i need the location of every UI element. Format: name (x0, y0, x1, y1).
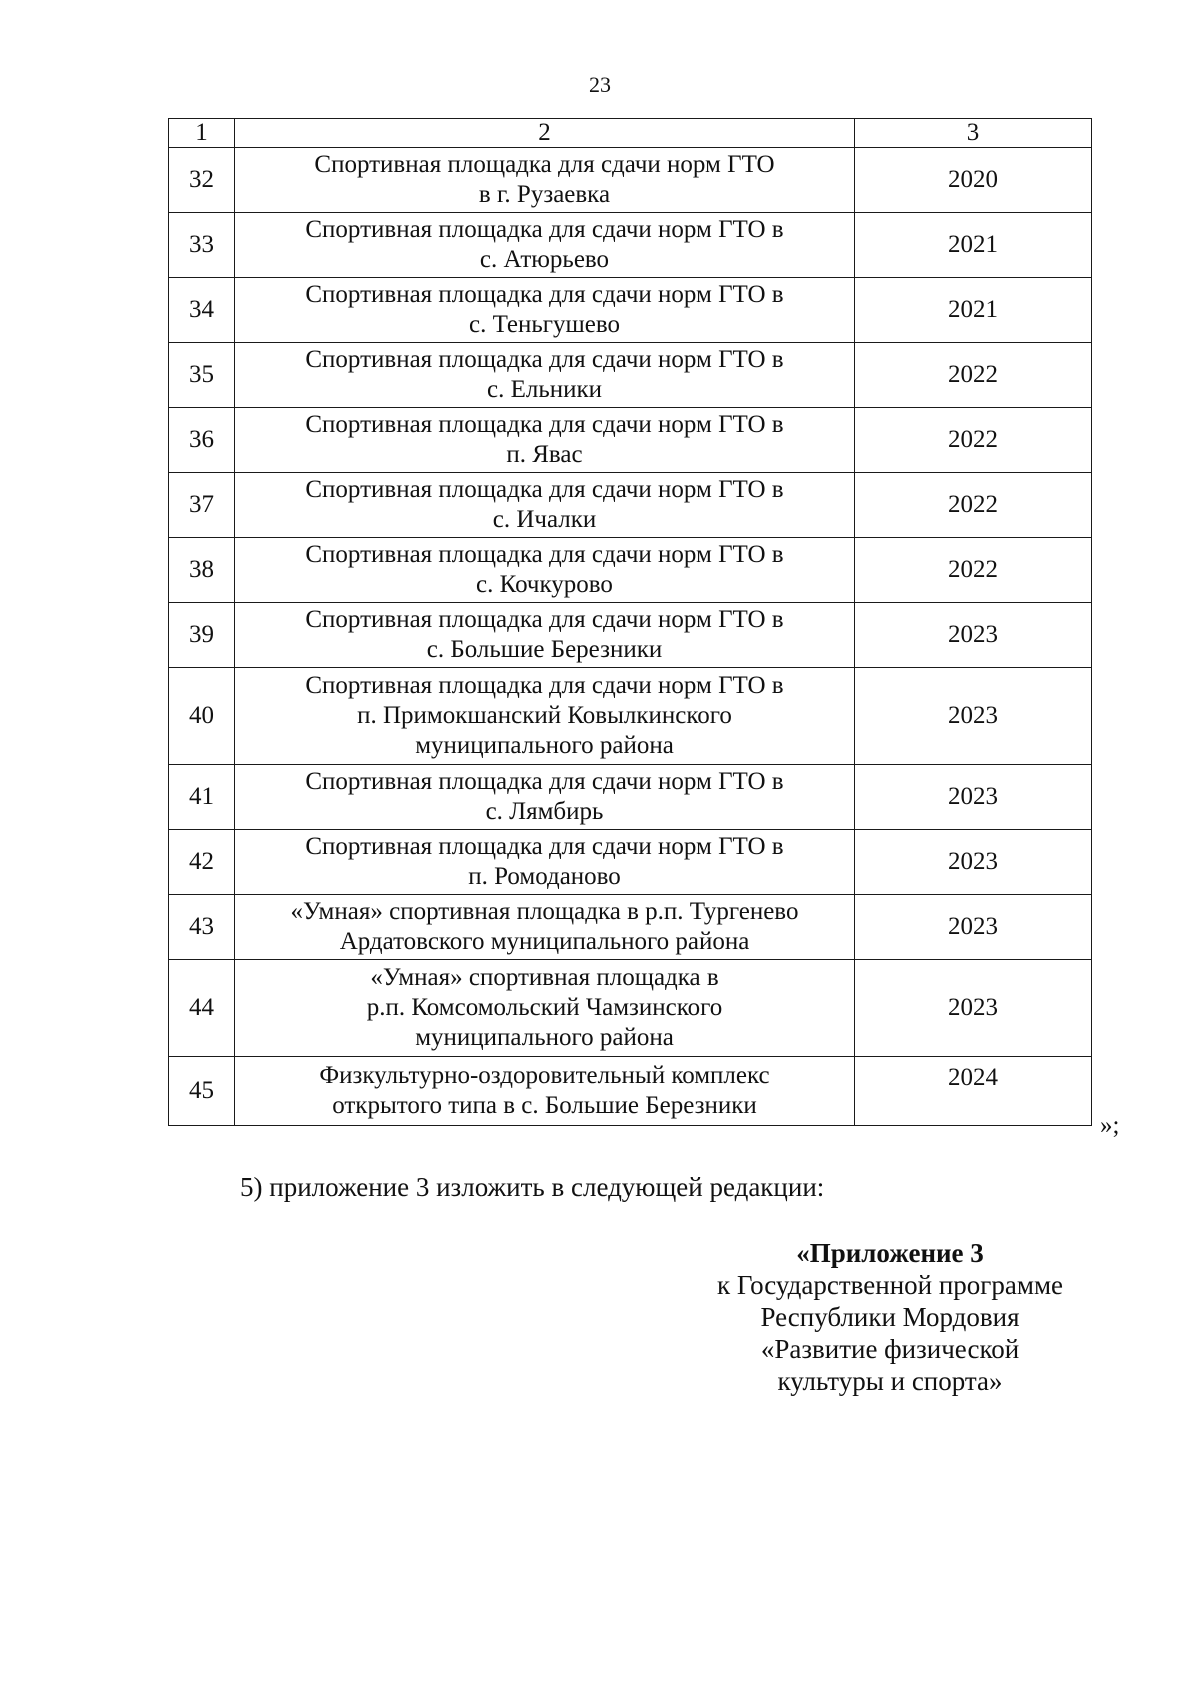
object-name-line: п. Явас (506, 441, 583, 468)
table-row (169, 960, 1092, 1057)
table-row (169, 895, 1092, 960)
object-name-line: Спортивная площадка для сдачи норм ГТО в (305, 833, 784, 860)
header-cell-3: 3 (855, 119, 1092, 148)
table-row (169, 668, 1092, 765)
object-name-line: с. Ельники (486, 376, 603, 403)
object-name-line: Спортивная площадка для сдачи норм ГТО в (305, 281, 784, 308)
object-name-line: «Умная» спортивная площадка в (370, 964, 719, 991)
object-name-line: в г. Рузаевка (478, 181, 611, 208)
row-number-cell: 38 (169, 538, 235, 603)
table-row (169, 538, 1092, 603)
table-row (169, 830, 1092, 895)
object-name-cell (235, 473, 855, 538)
table-row (169, 765, 1092, 830)
year-cell: 2022 (855, 343, 1092, 408)
row-number-cell: 44 (169, 960, 235, 1057)
table-row (169, 148, 1092, 213)
object-name-line: Спортивная площадка для сдачи норм ГТО в (305, 346, 784, 373)
year-cell: 2023 (855, 603, 1092, 668)
object-name-line: Ардатовского муниципального района (339, 928, 750, 955)
row-number-cell: 35 (169, 343, 235, 408)
object-name-line: Физкультурно-оздоровительный комплекс (319, 1062, 770, 1089)
row-number-cell: 43 (169, 895, 235, 960)
row-number-cell: 42 (169, 830, 235, 895)
object-name-line: п. Ромоданово (468, 863, 621, 890)
object-name-cell (235, 213, 855, 278)
object-name-line: муниципального района (415, 732, 674, 759)
closing-quote: »; (1100, 1112, 1120, 1139)
object-name-cell (235, 960, 855, 1057)
object-name-cell (235, 538, 855, 603)
amendment-paragraph: 5) приложение 3 изложить в следующей редакции: (240, 1172, 825, 1202)
row-number-cell: 36 (169, 408, 235, 473)
object-name-line: Спортивная площадка для сдачи норм ГТО в (305, 768, 784, 795)
table-body (169, 119, 1092, 1126)
object-name-cell (235, 895, 855, 960)
object-name-cell (235, 1057, 855, 1126)
year-cell: 2022 (855, 473, 1092, 538)
object-name-line: Спортивная площадка для сдачи норм ГТО в (305, 672, 784, 699)
object-name-cell (235, 668, 855, 765)
appendix-line: культуры и спорта» (777, 1366, 1003, 1396)
object-name-line: р.п. Комсомольский Чамзинского (366, 994, 723, 1021)
year-cell: 2023 (855, 830, 1092, 895)
table-row (169, 1057, 1092, 1126)
appendix-line: «Развитие физической (760, 1334, 1020, 1364)
year-cell: 2023 (855, 960, 1092, 1057)
year-cell: 2021 (855, 213, 1092, 278)
table-row (169, 278, 1092, 343)
row-number-cell: 41 (169, 765, 235, 830)
object-name-cell (235, 765, 855, 830)
table-row (169, 213, 1092, 278)
appendix-line: Республики Мордовия (760, 1302, 1020, 1332)
object-name-cell (235, 830, 855, 895)
header-cell-1: 1 (169, 119, 235, 148)
object-name-line: п. Примокшанский Ковылкинского (357, 702, 732, 729)
header-cell-2: 2 (235, 119, 855, 148)
row-number-cell: 32 (169, 148, 235, 213)
object-name-line: с. Атюрьево (479, 246, 610, 273)
object-name-line: с. Теньгушево (468, 311, 621, 338)
object-name-line: Спортивная площадка для сдачи норм ГТО в (305, 541, 784, 568)
object-name-line: с. Лямбирь (485, 798, 604, 825)
year-cell: 2022 (855, 408, 1092, 473)
row-number-cell: 37 (169, 473, 235, 538)
table-row (169, 473, 1092, 538)
object-name-cell (235, 603, 855, 668)
object-name-cell (235, 148, 855, 213)
table-row (169, 603, 1092, 668)
table-header-row (169, 119, 1092, 148)
object-name-line: Спортивная площадка для сдачи норм ГТО в (305, 606, 784, 633)
object-name-cell (235, 278, 855, 343)
object-name-cell (235, 408, 855, 473)
year-cell: 2023 (855, 765, 1092, 830)
object-name-line: с. Ичалки (492, 506, 597, 533)
appendix-block (660, 1237, 1120, 1397)
year-cell: 2024 (855, 1057, 1092, 1126)
year-cell: 2020 (855, 148, 1092, 213)
table (168, 118, 1092, 1126)
year-cell: 2021 (855, 278, 1092, 343)
year-cell: 2023 (855, 895, 1092, 960)
object-name-line: Спортивная площадка для сдачи норм ГТО в (305, 476, 784, 503)
object-name-line: с. Кочкурово (476, 571, 613, 598)
object-name-line: с. Большие Березники (426, 636, 663, 663)
objects-table (168, 118, 1091, 1126)
row-number-cell: 39 (169, 603, 235, 668)
row-number-cell: 45 (169, 1057, 235, 1126)
object-name-line: открытого типа в с. Большие Березники (332, 1092, 757, 1119)
object-name-line: Спортивная площадка для сдачи норм ГТО (314, 151, 775, 178)
row-number-cell: 40 (169, 668, 235, 765)
table-row (169, 343, 1092, 408)
appendix-line: к Государственной программе (716, 1270, 1064, 1300)
row-number-cell: 34 (169, 278, 235, 343)
page-number: 23 (589, 72, 611, 97)
object-name-line: «Умная» спортивная площадка в р.п. Тургенево (290, 898, 799, 925)
object-name-line: Спортивная площадка для сдачи норм ГТО в (305, 411, 784, 438)
appendix-heading: «Приложение 3 (796, 1238, 984, 1268)
year-cell: 2023 (855, 668, 1092, 765)
object-name-line: муниципального района (415, 1024, 674, 1051)
object-name-line: Спортивная площадка для сдачи норм ГТО в (305, 216, 784, 243)
object-name-cell (235, 343, 855, 408)
year-cell: 2022 (855, 538, 1092, 603)
row-number-cell: 33 (169, 213, 235, 278)
table-row (169, 408, 1092, 473)
